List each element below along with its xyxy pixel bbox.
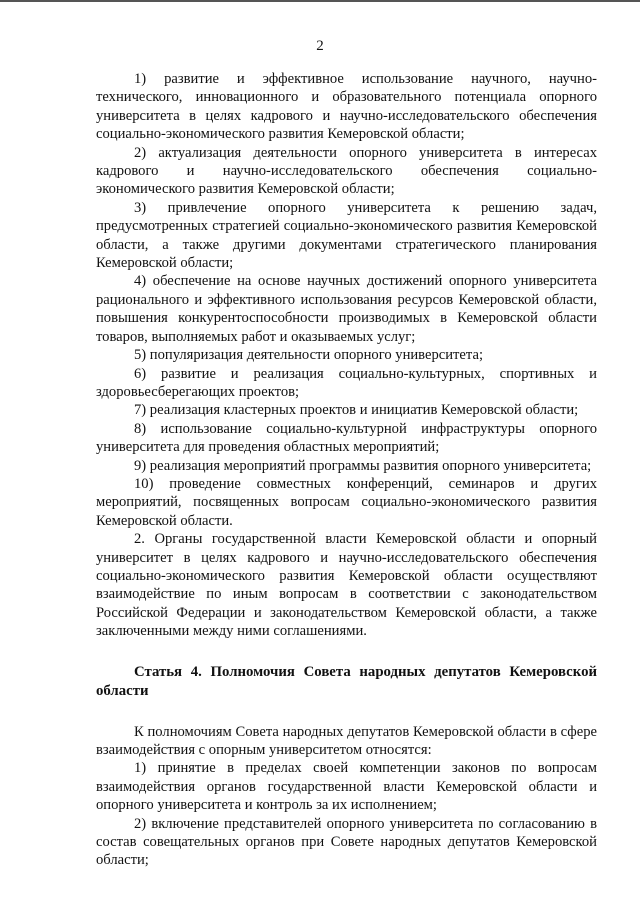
- article-4-heading: Статья 4. Полномочия Совета народных депутатов Кемеровской области: [96, 663, 597, 699]
- top-border-line: [0, 0, 640, 2]
- list-item-7: 7) реализация кластерных проектов и инициатив Кемеровской области;: [134, 402, 579, 419]
- page-number: 2: [316, 38, 324, 54]
- article-4-item-1: 1) принятие в пределах своей компетенции законов по вопросам взаимодействия органов государственной власти Кемеровской области и опорного университета и контроль за их исполнением;: [96, 760, 597, 814]
- list-item-10: 10) проведение совместных конференций, семинаров и других мероприятий, посвященных вопросам социально-экономического развития Кемеровской области.: [96, 475, 597, 529]
- list-item-3: 3) привлечение опорного университета к решению задач, предусмотренных стратегией социально-экономического развития Кемеровской области, а также другими документами стратегического планирования Кемеровской области;: [96, 199, 597, 272]
- list-item-6: 6) развитие и реализация социально-культурных, спортивных и здоровьесберегающих проектов;: [96, 365, 597, 400]
- list-item-2: 2) актуализация деятельности опорного университета в интересах кадрового и научно-исследовательского обеспечения социально-экономического развития Кемеровской области;: [96, 144, 597, 198]
- list-item-1: 1) развитие и эффективное использование научного, научно-технического, инновационного и образовательного потенциала опорного университета в целях кадрового и научно-исследовательского обеспечения социально-экономического развития Кемеровской области;: [96, 71, 597, 143]
- list-item-8: 8) использование социально-культурной инфраструктуры опорного университета для проведения областных мероприятий;: [96, 420, 597, 456]
- list-item-5: 5) популяризация деятельности опорного университета;: [134, 347, 483, 364]
- document-body: [96, 70, 597, 870]
- spacer: [96, 701, 597, 723]
- section-2-paragraph: 2. Органы государственной власти Кемеровской области и опорный университет в целях кадрового и научно-исследовательского обеспечения социально-экономического развития Кемеровской области осуществляют взаимодействие по иным вопросам в соответствии с законодательством Российской Федерации и законодательством Кемеровской области, а также заключенными между ними соглашениями.: [96, 531, 597, 640]
- article-4-item-2: 2) включение представителей опорного университета по согласованию в состав совещательных органов при Совете народных депутатов Кемеровской области;: [96, 815, 597, 869]
- list-item-9: 9) реализация мероприятий программы развития опорного университета;: [134, 457, 592, 474]
- list-item-4: 4) обеспечение на основе научных достижений опорного университета рационального и эффективного использования ресурсов Кемеровской области, повышения конкурентоспособности производимых в Кемеровской области товаров, выполняемых работ и оказываемых услуг;: [96, 273, 597, 345]
- article-4-intro: К полномочиям Совета народных депутатов Кемеровской области в сфере взаимодействия с опорным университетом относятся:: [96, 723, 597, 758]
- spacer: [96, 641, 597, 663]
